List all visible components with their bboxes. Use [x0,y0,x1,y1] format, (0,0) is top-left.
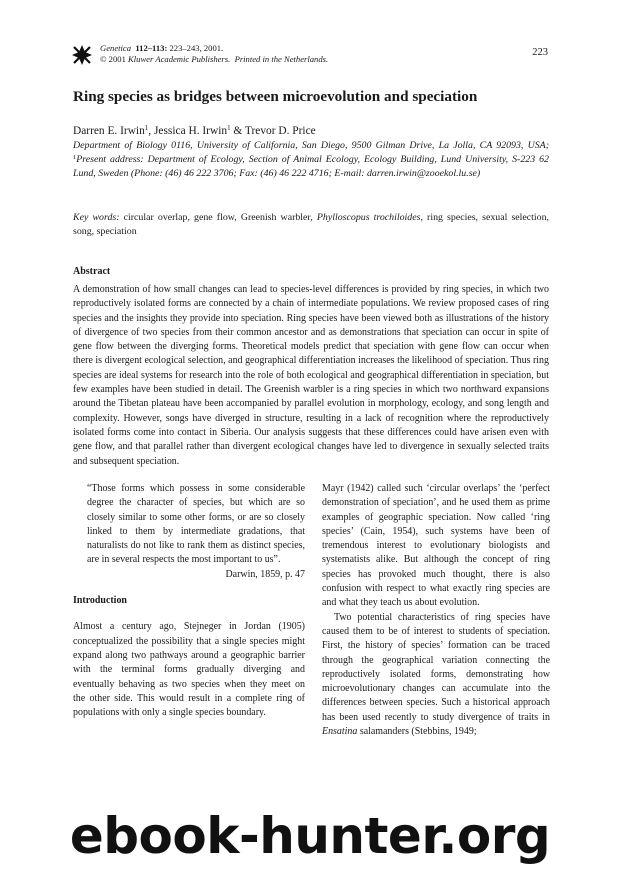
present-address: Present address: Department of Ecology, Section of Animal Ecology, Ecology Building, Lund University, S-223 62 Lund, Sweden (Phone: (46) 46 222 3706; Fax: (46) 46 222 4716; E-mail: darren.irwin@zooekol.lu.se) [73,154,549,179]
abstract-text: A demonstration of how small changes can lead to species-level differences is provided by ring species, in which two reproductively isolated forms are connected by a chain of intermediate populations. We review proposed cases of ring species and the insights they provide into speciation. Ring species have been viewed both as illustrations of the history of divergence of two species from their common ancestor and as demonstrations that speciation can occur in spite of gene flow between the diverging forms. Theoretical models predict that speciation with gene flow can occur when there is divergent ecological selection, and geographical differentiation increases the likelihood of speciation. Thus ring species are ideal systems for research into the role of both ecological and geographical differentiation in speciation, but few examples have been studied in detail. The Greenish warbler is a ring species in which two northward expansions around the Tibetan plateau have been accompanied by parallel evolution in morphology, ecology, and song length and complexity. However, songs have diverged in structure, resulting in a lack of recognition where the reproductively isolated forms come into contact in Siberia. Our analysis suggests that these differences could have arisen even with gene flow, and that parallel rather than divergent ecological changes have led to divergence in sexually selected traits and subsequent speciation. [73,284,549,467]
keywords-text-2: , ring species, sexual selection, song, speciation [73,212,550,237]
page-number: 223 [532,47,548,58]
introduction-heading: Introduction [73,595,127,607]
introduction-paragraph-1: Almost a century ago, Stejneger in Jordan (1905) conceptualized the possibility that a single species might expand along two pathways around a geographic barrier with the terminal forms gradually diverging and eventually behaving as two species when they meet on the other side. This would result in a complete ring of populations with only a single species boundary. [73,621,305,719]
abstract-heading: Abstract [73,266,111,277]
article-title: Ring species as bridges between microevolution and speciation [73,88,478,105]
watermark-text: ebook-hunter.org [69,807,551,865]
affiliation-main: Department of Biology 0116, University of California, San Diego, 9500 Gilman Drive, La Jolla, CA 92093, USA; [73,140,549,151]
right-paragraph-1: Mayr (1942) called such ‘circular overlaps’ the ‘perfect demonstration of speciation’, and he used them as prime examples of geographic speciation. Now called ‘ring species’ (Cain, 1954), such systems have been of tremendous interest to evolutionary biologists and systematists alike. But although the concept of ring species has provoked much thought, there is also confusion with respect to what exactly ring species are and what they teach us about evolution. [322,483,550,609]
author-2: , Jessica H. Irwin [148,125,228,137]
author-2-affil-mark: 1 [227,124,231,132]
genus-ensatina: Ensatina [322,726,358,738]
epigraph-attribution: Darwin, 1859, p. 47 [225,568,305,580]
journal-citation [100,43,430,65]
author-1-affil-mark: 1 [144,124,149,132]
left-column [73,482,305,720]
copyright: © 2001 [100,54,126,64]
right-column [322,482,550,739]
affiliation [73,139,549,181]
journal-name: Genetica [100,43,132,53]
affiliation-mark: 1 [73,154,77,161]
author-list [73,125,553,137]
epigraph-quote: “Those forms which possess in some considerable degree the character of species, but which are so closely similar to some other forms, or are so closely linked to them by intermediate gradations, that naturalists do not like to rank them as distinct species, are in several respects the most important to us”. [87,483,305,566]
author-3: & Trevor D. Price [230,125,316,137]
journal-pages: 223–243, 2001. [169,43,224,53]
right-paragraph-2-text: Two potential characteristics of ring species have caused them to be of interest to students of speciation. First, the history of species’ formation can be traced through the geographical variation connecting the reproductively isolated forms, demonstrating how microevolutionary changes can accumulate into the differences between species. Such a historical approach has been used recently to study divergence of traits in [322,611,550,723]
keywords-text-1: circular overlap, gene flow, Greenish warbler, [119,212,317,223]
printed-location: Printed in the Netherlands. [234,54,329,64]
right-paragraph-2 [322,611,550,740]
author-1: Darren E. Irwin [73,125,145,137]
keywords-species: Phylloscopus trochiloides [316,212,421,223]
keywords [73,211,549,239]
keywords-label: Key words: [73,212,120,223]
right-paragraph-2-end: salamanders (Stebbins, 1949; [357,726,477,738]
publisher-name: Kluwer Academic Publishers. [128,54,231,64]
publisher-logo-icon [71,44,93,66]
journal-volume: 112–113: [135,43,168,53]
